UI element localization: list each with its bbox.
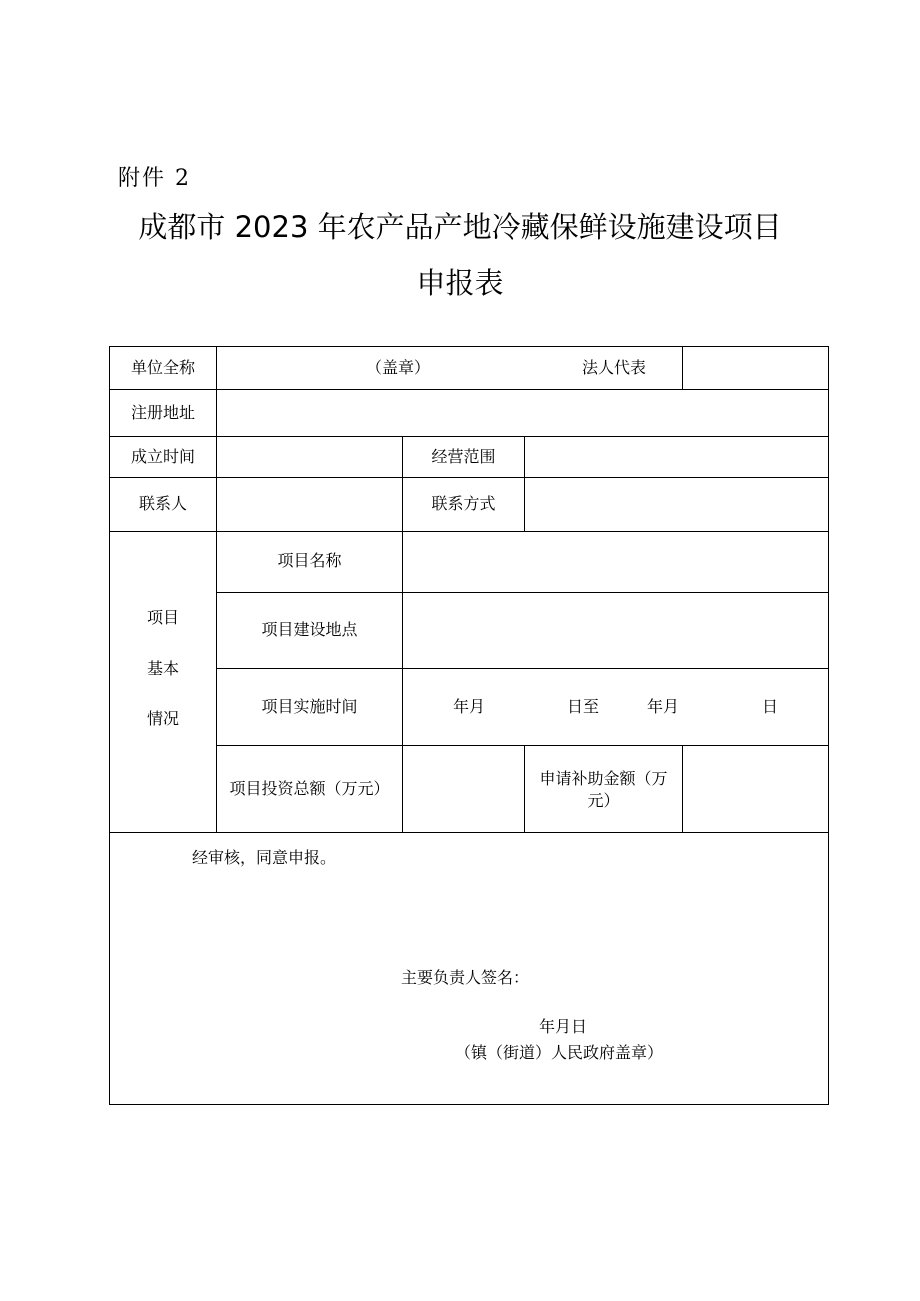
- form-title-line1: 成都市 2023 年农产品产地冷藏保鲜设施建设项目: [138, 210, 782, 244]
- period-end-day[interactable]: 日: [762, 697, 779, 716]
- reg-address-field[interactable]: [217, 390, 828, 436]
- subsidy-label-line2: 元）: [587, 791, 620, 810]
- period-end-year-month[interactable]: 年月: [647, 697, 680, 716]
- project-basic-label-1: 项目: [146, 608, 179, 627]
- contact-person-label: 联系人: [138, 494, 187, 513]
- approval-text: 经审核，同意申报。: [192, 848, 337, 867]
- table-border-bottom: [109, 1104, 829, 1105]
- seal-note: （盖章）: [366, 358, 431, 377]
- business-scope-field[interactable]: [525, 437, 828, 477]
- project-basic-label-3: 情况: [146, 709, 179, 728]
- legal-rep-field[interactable]: [683, 347, 828, 389]
- established-label: 成立时间: [130, 447, 195, 466]
- reg-address-label: 注册地址: [130, 403, 195, 422]
- subsidy-label-line1: 申请补助金额（万: [539, 769, 668, 788]
- attachment-label: 附件 2: [118, 166, 191, 191]
- contact-person-field[interactable]: [217, 478, 402, 531]
- project-name-label: 项目名称: [277, 551, 342, 570]
- project-name-field[interactable]: [403, 532, 828, 592]
- contact-method-label: 联系方式: [431, 494, 496, 513]
- unit-name-label: 单位全称: [130, 358, 195, 377]
- period-start-year-month[interactable]: 年月: [453, 697, 486, 716]
- total-investment-label: 项目投资总额（万元）: [229, 779, 390, 798]
- project-period-label: 项目实施时间: [261, 697, 358, 716]
- row-divider: [216, 668, 829, 669]
- business-scope-label: 经营范围: [431, 447, 496, 466]
- project-basic-label-2: 基本: [146, 659, 179, 678]
- contact-method-field[interactable]: [525, 478, 828, 531]
- established-field[interactable]: [217, 437, 402, 477]
- approval-date-label: 年月日: [539, 1017, 588, 1036]
- project-site-field[interactable]: [403, 593, 828, 668]
- form-title-line2: 申报表: [416, 266, 504, 300]
- table-border-right: [828, 346, 829, 1105]
- subsidy-field[interactable]: [683, 746, 828, 832]
- total-investment-field[interactable]: [403, 746, 524, 832]
- period-start-day-to[interactable]: 日至: [567, 697, 600, 716]
- row-divider: [109, 832, 829, 833]
- government-seal-label: （镇（街道）人民政府盖章）: [455, 1043, 664, 1062]
- project-site-label: 项目建设地点: [261, 620, 358, 639]
- legal-rep-label: 法人代表: [582, 358, 647, 377]
- signature-label: 主要负责人签名：: [401, 968, 530, 987]
